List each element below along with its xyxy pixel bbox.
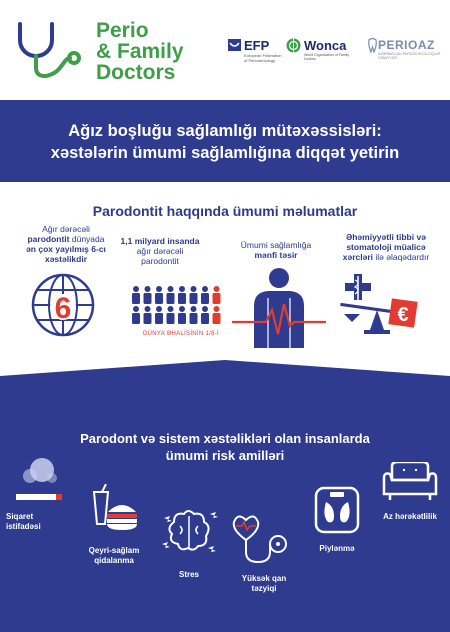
stat-1-bold-2: ən çox yayılmış 6-cı <box>26 244 106 254</box>
person-head <box>214 306 220 312</box>
person-body <box>178 293 186 304</box>
stat-4-rest: ilə əlaqədardır <box>373 252 430 262</box>
blood-pressure-icon <box>232 512 292 568</box>
brand-line-1: Perio <box>96 19 149 42</box>
efp-mark-icon <box>228 39 241 51</box>
bathroom-scale-icon <box>314 486 360 534</box>
stat-treatment-costs <box>332 232 440 262</box>
person-head <box>145 286 151 292</box>
person-head <box>145 306 151 312</box>
person-body <box>201 313 209 324</box>
person-head <box>156 306 162 312</box>
person-body <box>144 293 152 304</box>
risk-diet-line-1: Qeyri-sağlam <box>88 546 140 555</box>
stethoscope-logo-icon <box>14 18 84 82</box>
person-body <box>213 293 221 304</box>
person-body <box>155 313 163 324</box>
stat-1-bold-1: parodontit <box>27 234 70 244</box>
brand-name <box>96 20 184 83</box>
risk-blood-pressure-line-2: təzyiqi <box>251 584 277 593</box>
stat-2-bold: 1,1 milyard insanda <box>120 236 200 246</box>
risk-obesity-line-1: Piylənmə <box>319 544 355 553</box>
person-head <box>156 286 162 292</box>
brand-line-2: & Family <box>96 40 184 63</box>
body-heartbeat-icon <box>232 264 326 348</box>
stat-1-mid: dünyada <box>69 234 105 244</box>
risk-smoking-line-2: istifadəsi <box>6 522 41 531</box>
person-head <box>133 306 139 312</box>
risk-stress-line-1: Stres <box>178 570 199 579</box>
stat-3-pre: Ümumi sağlamlığa <box>240 240 312 250</box>
tooth-icon <box>368 38 377 53</box>
people-group-icon <box>130 286 230 330</box>
person-head <box>214 286 220 292</box>
risk-obesity <box>308 544 366 554</box>
person-body <box>213 313 221 324</box>
globe-icon <box>30 272 96 338</box>
person-body <box>190 313 198 324</box>
person-head <box>168 306 174 312</box>
stat-4-bold-3: xərcləri <box>342 252 373 262</box>
wonca-name: Wonca <box>304 38 347 53</box>
stat-4-bold-1: Əhəmiyyətli tibbi və <box>346 232 426 242</box>
person-head <box>179 286 185 292</box>
wonca-globe-icon <box>286 38 301 53</box>
perioaz-name: PERIOAZ <box>378 38 435 52</box>
risk-smoking-line-1: Siqaret <box>6 512 34 521</box>
medical-cost-scale-icon <box>340 270 430 346</box>
person-head <box>191 286 197 292</box>
person-body <box>167 313 175 324</box>
section-1-title: Parodontit haqqında ümumi məlumatlar <box>92 203 358 219</box>
person-body <box>178 313 186 324</box>
banner-title <box>0 120 450 164</box>
sofa-icon <box>382 462 438 502</box>
cigarette-icon <box>12 456 64 506</box>
brand-line-3: Doctors <box>96 61 176 84</box>
person-body <box>144 313 152 324</box>
person-head <box>133 286 139 292</box>
person-body <box>155 293 163 304</box>
globe-number: 6 <box>54 292 72 325</box>
stat-billion-people <box>118 236 202 266</box>
risk-diet <box>76 546 152 566</box>
stat-2-rest-2: parodontit <box>141 256 179 266</box>
section-2-title-line-2: ümumi risk amilləri <box>165 448 285 463</box>
section-2-title <box>0 430 450 464</box>
risk-smoking <box>6 512 62 532</box>
person-head <box>179 306 185 312</box>
risk-blood-pressure <box>228 574 300 594</box>
person-head <box>168 286 174 292</box>
section-2-title-line-1: Parodont və sistem xəstəlikləri olan insanlarda <box>80 431 370 446</box>
stat-4-bold-2: stomatoloji müalicə <box>346 242 426 252</box>
header <box>0 0 450 100</box>
title-banner <box>0 100 450 182</box>
efp-subtitle: European Federation of Periodontology <box>244 53 282 63</box>
stat-1-bold-3: xəstəlikdir <box>44 254 88 264</box>
population-label: DÜNYA ƏHALİSİNİN 1/8-İ <box>142 331 220 337</box>
person-body <box>190 293 198 304</box>
person-head <box>191 306 197 312</box>
banner-title-line-1: Ağız boşluğu sağlamlığı mütəxəssisləri: <box>68 122 382 140</box>
stat-1-pre: Ağır dərəcəli <box>42 224 90 234</box>
perioaz-subtitle: AZƏRBAYCAN PERİODONTOLOQLAR CƏMİYYƏTİ <box>378 52 441 60</box>
fast-food-icon <box>90 484 138 532</box>
person-body <box>167 293 175 304</box>
stat-2-rest-1: ağır dərəcəli <box>136 246 184 256</box>
person-body <box>201 293 209 304</box>
risk-inactivity-line-1: Az hərəkətlilik <box>383 512 437 521</box>
stat-sixth-disease <box>18 224 114 264</box>
efp-name: EFP <box>244 38 270 53</box>
banner-title-line-2: xəstələrin ümumi sağlamlığına diqqət yetirin <box>50 144 400 162</box>
brain-stress-icon <box>160 504 218 560</box>
person-body <box>132 313 140 324</box>
person-body <box>132 293 140 304</box>
stat-general-health <box>228 240 324 260</box>
risk-stress <box>160 570 218 580</box>
stat-3-bold: mənfi təsir <box>254 250 298 260</box>
person-head <box>202 286 208 292</box>
risk-diet-line-2: qidalanma <box>94 556 134 565</box>
risk-inactivity <box>372 512 448 522</box>
person-head <box>202 306 208 312</box>
euro-symbol: € <box>397 304 409 326</box>
wonca-subtitle: World Organization of Family Doctors <box>304 53 350 61</box>
risk-blood-pressure-line-1: Yüksək qan <box>241 574 287 583</box>
